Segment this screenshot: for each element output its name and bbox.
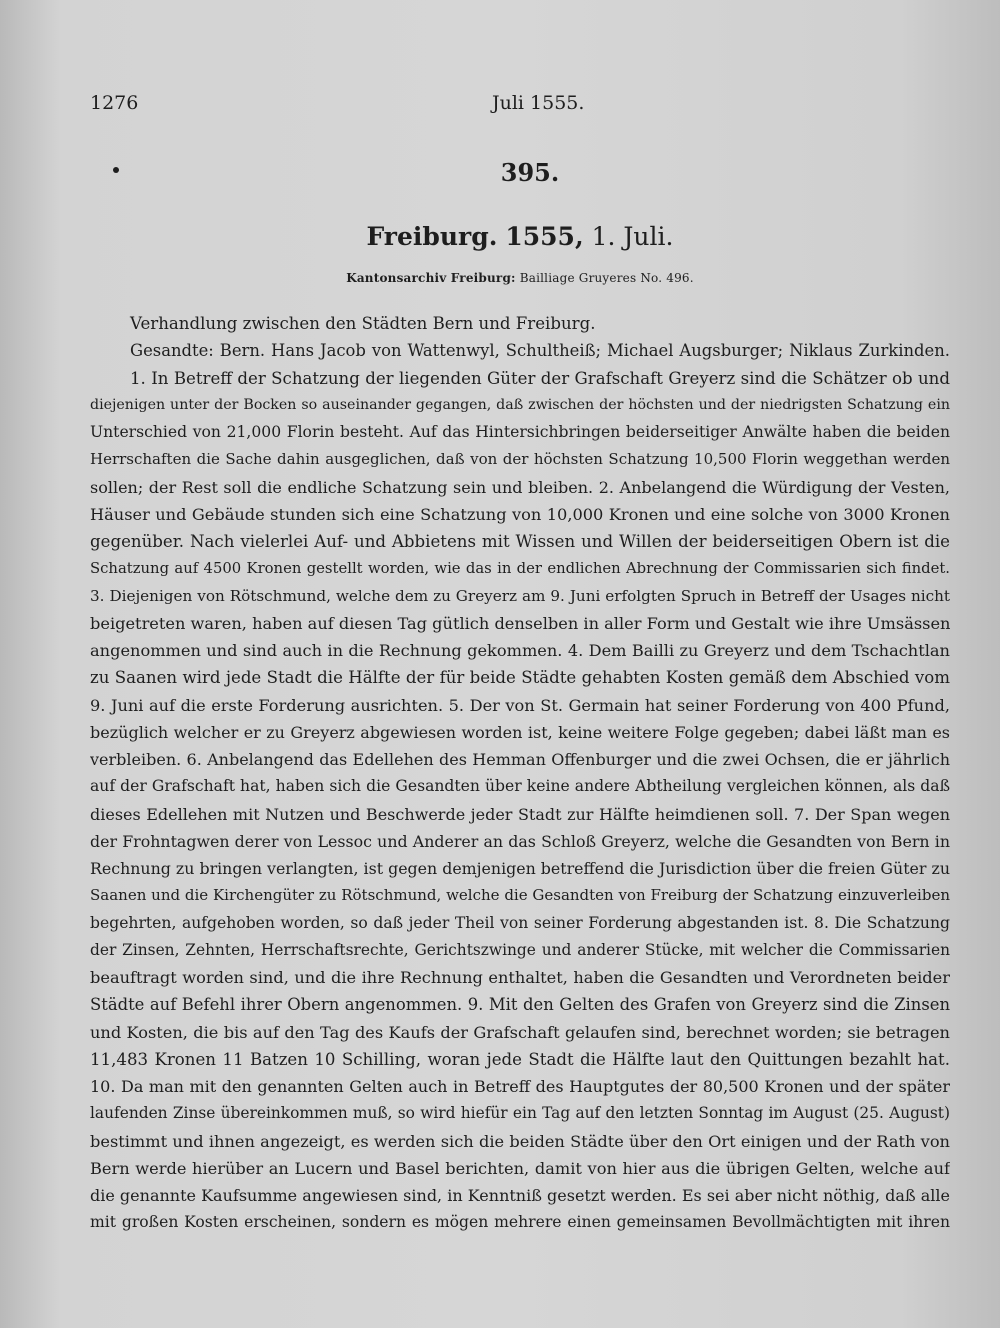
text-line: diejenigen unter der Bocken so auseinander gegangen, daß zwischen der höchsten und der niedrigsten Schatzung ein bbox=[90, 396, 950, 413]
text-line: Herrschaften die Sache dahin ausgeglichen, daß von der höchsten Schatzung 10,500 Florin weggethan werden bbox=[90, 450, 950, 469]
source-reference bbox=[0, 271, 1000, 285]
body-text bbox=[90, 310, 950, 1237]
text-line: begehrten, aufgehoben worden, so daß jeder Theil von seiner Forderung abgestanden ist. 8. Die Schatzung bbox=[90, 913, 950, 932]
text-line: 10. Da man mit den genannten Gelten auch in Betreff des Hauptgutes der 80,500 Kronen und der später bbox=[90, 1077, 950, 1096]
text-line: Häuser und Gebäude stunden sich eine Schatzung von 10,000 Kronen und eine solche von 3000 Kronen bbox=[90, 504, 950, 524]
text-line: zu Saanen wird jede Stadt die Hälfte der für beide Städte gehabten Kosten gemäß dem Abschied vom bbox=[90, 668, 950, 688]
text-line: 1. In Betreff der Schatzung der liegenden Güter der Grafschaft Greyerz sind die Schätzer ob und bbox=[130, 368, 950, 388]
text-line: der Frohntagwen derer von Lessoc und Anderer an das Schloß Greyerz, welche die Gesandten von Bern in bbox=[90, 831, 950, 851]
text-line: Bern werde hierüber an Lucern und Basel berichten, damit von hier aus die übrigen Gelten, welche auf bbox=[90, 1158, 950, 1178]
text-line: und Kosten, die bis auf den Tag des Kaufs der Grafschaft gelaufen sind, berechnet worden; sie betragen bbox=[90, 1022, 950, 1042]
text-line: beauftragt worden sind, und die ihre Rechnung enthaltet, haben die Gesandten und Verordneten beider bbox=[90, 968, 950, 987]
text-line: 9. Juni auf die erste Forderung ausrichten. 5. Der von St. Germain hat seiner Forderung von 400 Pfund, bbox=[90, 695, 950, 715]
source-ref: Bailliage Gruyeres No. 496. bbox=[519, 271, 694, 285]
heading-year: 1555, bbox=[505, 222, 584, 251]
page-number: 1276 bbox=[90, 92, 139, 114]
document-heading bbox=[0, 222, 1000, 251]
text-line: Verhandlung zwischen den Städten Bern und Freiburg. bbox=[130, 314, 596, 333]
text-line: auf der Grafschaft hat, haben sich die Gesandten über keine andere Abtheilung vergleichen können, als daß bbox=[90, 777, 950, 796]
text-line: sollen; der Rest soll die endliche Schatzung sein und bleiben. 2. Anbelangend die Würdigung der Vesten, bbox=[90, 477, 950, 497]
running-head bbox=[90, 92, 910, 122]
text-line: beigetreten waren, haben auf diesen Tag gütlich denselben in aller Form und Gestalt wie ihre Umsässen bbox=[90, 613, 950, 633]
heading-date: 1. Juli. bbox=[591, 222, 674, 251]
text-line: dieses Edellehen mit Nutzen und Beschwerde jeder Stadt zur Hälfte heimdienen soll. 7. Der Span wegen bbox=[90, 804, 950, 824]
source-archive: Kantonsarchiv Freiburg: bbox=[346, 271, 516, 285]
text-line: Saanen und die Kirchengüter zu Rötschmund, welche die Gesandten von Freiburg der Schatzung einzuverleiben bbox=[90, 886, 950, 905]
text-line: angenommen und sind auch in die Rechnung gekommen. 4. Dem Bailli zu Greyerz und dem Tschachtlan bbox=[90, 641, 950, 660]
text-line: laufenden Zinse übereinkommen muß, so wird hiefür ein Tag auf den letzten Sonntag im August (25. August) bbox=[90, 1104, 950, 1123]
text-line: 11,483 Kronen 11 Batzen 10 Schilling, woran jede Stadt die Hälfte laut den Quittungen bezahlt hat. bbox=[90, 1049, 950, 1069]
text-line: Rechnung zu bringen verlangten, ist gegen demjenigen betreffend die Jurisdiction über die freien Güter zu bbox=[90, 859, 950, 878]
text-line: Gesandte: Bern. Hans Jacob von Wattenwyl, Schultheiß; Michael Augsburger; Niklaus Zurkinden. bbox=[130, 341, 950, 361]
text-line: bezüglich welcher er zu Greyerz abgewiesen worden ist, keine weitere Folge gegeben; dabei läßt man es bbox=[90, 722, 950, 742]
text-line: bestimmt und ihnen angezeigt, es werden sich die beiden Städte über den Ort einigen und der Rath von bbox=[90, 1131, 950, 1151]
text-line: Unterschied von 21,000 Florin besteht. Auf das Hintersichbringen beiderseitiger Anwälte haben die beiden bbox=[90, 423, 950, 441]
text-line: die genannte Kaufsumme angewiesen sind, in Kenntniß gesetzt werden. Es sei aber nicht nöthig, daß alle bbox=[90, 1186, 950, 1205]
heading-place: Freiburg. bbox=[366, 222, 498, 251]
text-line: der Zinsen, Zehnten, Herrschaftsrechte, Gerichtszwinge und anderer Stücke, mit welcher die Commissarien bbox=[90, 940, 950, 959]
text-line: 3. Diejenigen von Rötschmund, welche dem zu Greyerz am 9. Juni erfolgten Spruch in Betreff der Usages nicht bbox=[90, 586, 950, 605]
text-line: verbleiben. 6. Anbelangend das Edellehen des Hemman Offenburger und die zwei Ochsen, die er jährlich bbox=[90, 750, 950, 769]
text-line: gegenüber. Nach vielerlei Auf- und Abbietens mit Wissen und Willen der beiderseitigen Obern ist die bbox=[90, 532, 950, 551]
text-line: Städte auf Befehl ihrer Obern angenommen. 9. Mit den Gelten des Grafen von Greyerz sind die Zinsen bbox=[90, 995, 950, 1015]
text-line: Schatzung auf 4500 Kronen gestellt worden, wie das in der endlichen Abrechnung der Commissarien sich findet. bbox=[90, 560, 950, 578]
text-line: mit großen Kosten erscheinen, sondern es mögen mehrere einen gemeinsamen Bevollmächtigten mit ihren bbox=[90, 1213, 950, 1232]
running-title: Juli 1555. bbox=[492, 92, 585, 114]
document-number: 395. bbox=[500, 158, 560, 187]
